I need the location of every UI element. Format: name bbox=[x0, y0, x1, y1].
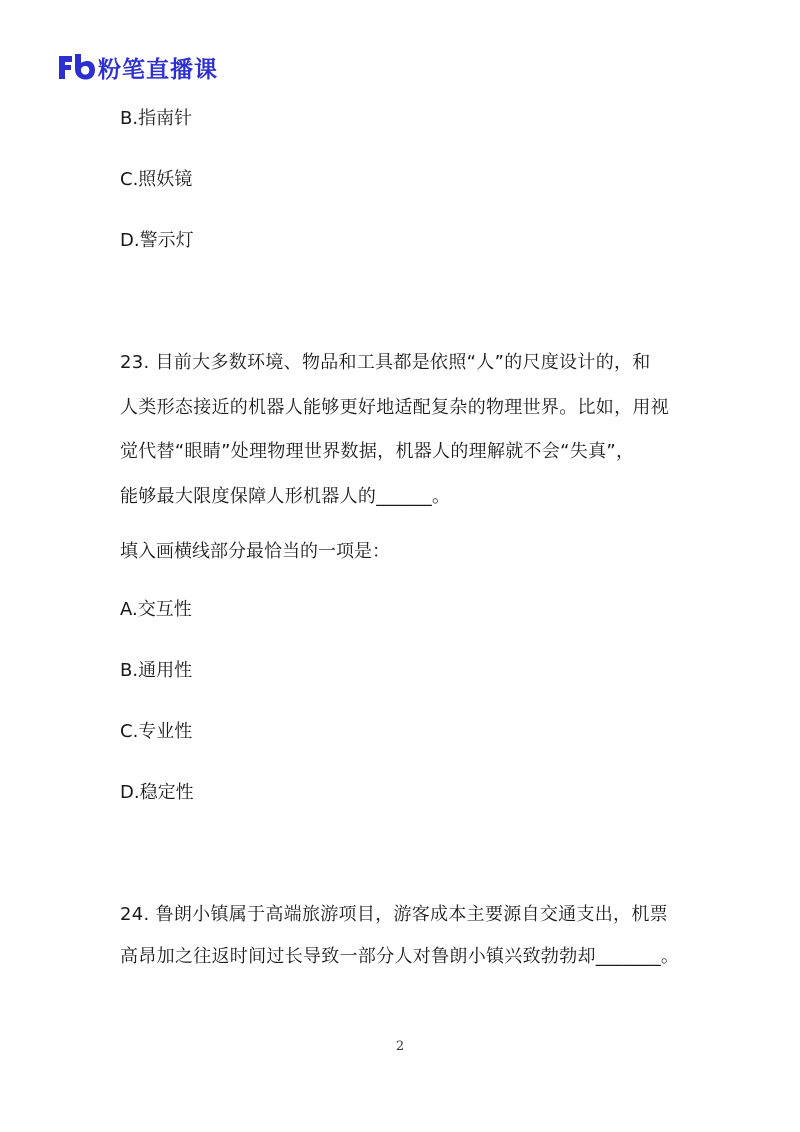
q23-option-d: D.稳定性 bbox=[120, 782, 194, 803]
q23-stem-line-1: 23. 目前大多数环境、物品和工具都是依照“人”的尺度设计的，和 bbox=[120, 352, 651, 373]
brand-logo bbox=[56, 50, 218, 84]
q23-prompt: 填入画横线部分最恰当的一项是： bbox=[120, 541, 390, 562]
q23-option-b: B.通用性 bbox=[120, 660, 193, 681]
q23-option-c: C.专业性 bbox=[120, 721, 193, 742]
q22-option-b: B.指南针 bbox=[120, 108, 193, 129]
q24-stem-line-2: 高昂加之往返时间过长导致一部分人对鲁朗小镇兴致勃勃却_______。 bbox=[120, 946, 680, 967]
page-number: 2 bbox=[395, 1039, 405, 1054]
q22-option-c: C.照妖镜 bbox=[120, 169, 193, 190]
brand-name: 粉笔直播课 bbox=[98, 56, 218, 83]
q22-option-d: D.警示灯 bbox=[120, 230, 194, 251]
q23-stem-line-2: 人类形态接近的机器人能够更好地适配复杂的物理世界。比如，用视 bbox=[120, 397, 669, 418]
q23-option-a: A.交互性 bbox=[120, 599, 192, 620]
q23-stem-line-3: 觉代替“眼睛”处理物理世界数据，机器人的理解就不会“失真”， bbox=[120, 441, 635, 462]
q24-stem-line-1: 24. 鲁朗小镇属于高端旅游项目，游客成本主要源自交通支出，机票 bbox=[120, 904, 668, 925]
fenbi-logo-icon bbox=[56, 52, 96, 82]
q23-stem-line-4: 能够最大限度保障人形机器人的______。 bbox=[120, 486, 451, 507]
